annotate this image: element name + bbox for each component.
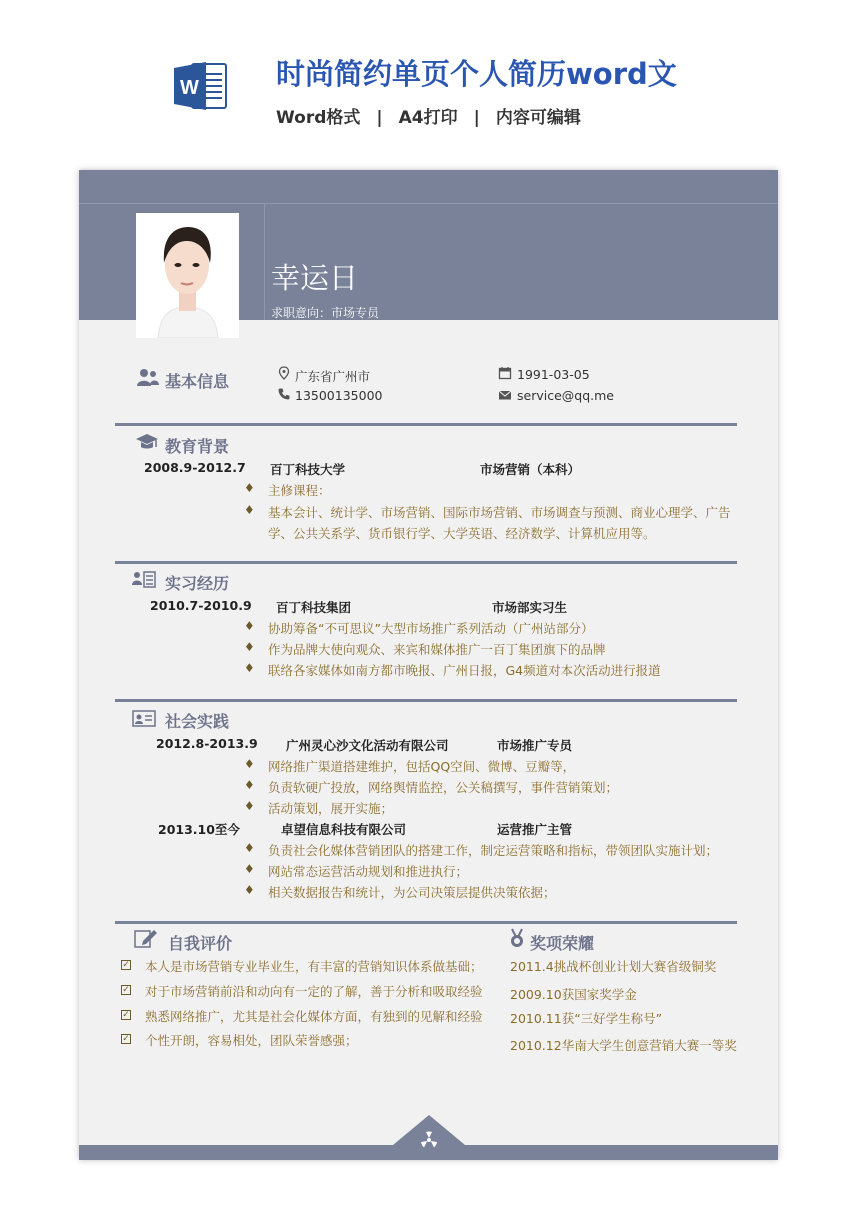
resume-sheet: [79, 170, 778, 1160]
practice-company: 广州灵心沙文化活动有限公司: [286, 738, 449, 753]
graduation-cap-icon: [135, 432, 159, 452]
practice-title: 社会实践: [165, 712, 230, 731]
basic-info-title: 基本信息: [165, 372, 230, 391]
bullet-diamond-icon: ♦: [244, 883, 255, 897]
banner-separator: |: [473, 108, 480, 128]
award-item: 2009.10获国家奖学金: [510, 987, 637, 1002]
award-item: 2011.4挑战杯创业计划大赛省级铜奖: [510, 959, 717, 974]
bullet-diamond-icon: ♦: [244, 778, 255, 792]
birth-date-value: 1991-03-05: [517, 367, 590, 382]
email-icon: [498, 388, 512, 402]
email-value: service@qq.me: [517, 388, 614, 403]
internship-duty: 协助筹备“不可思议”大型市场推广系列活动（广州站部分）: [268, 621, 594, 636]
portrait-image: [136, 213, 239, 338]
svg-text:W: W: [180, 77, 199, 99]
bullet-diamond-icon: ♦: [244, 841, 255, 855]
id-card-icon: [132, 708, 156, 728]
internship-duty: 作为品牌大使向观众、来宾和媒体推广一百丁集团旗下的品牌: [268, 642, 606, 657]
practice-company: 卓望信息科技有限公司: [281, 822, 407, 837]
profile-photo: [136, 213, 239, 338]
internship-company: 百丁科技集团: [276, 600, 352, 615]
practice-role: 运营推广主管: [497, 822, 573, 837]
education-detail-line: 基本会计、统计学、市场营销、国际市场营销、市场调查与预测、商业心理学、广告: [268, 505, 731, 520]
banner-subtitle: [276, 103, 581, 128]
word-document-icon: [172, 60, 230, 112]
practice-duty: 相关数据报告和统计，为公司决策层提供决策依据；: [268, 885, 556, 900]
education-date: 2008.9-2012.7: [144, 460, 246, 475]
education-detail-line: 主修课程：: [268, 483, 331, 498]
bullet-diamond-icon: ♦: [244, 619, 255, 633]
candidate-name: 幸运日: [271, 261, 359, 295]
job-intent: 求职意向：市场专员: [271, 306, 380, 320]
internship-title: 实习经历: [165, 574, 230, 593]
practice-duty: 负责软硬广投放，网络舆情监控，公关稿撰写，事件营销策划；: [268, 780, 619, 795]
banner-title: 时尚简约单页个人简历word文: [276, 57, 677, 91]
bullet-diamond-icon: ♦: [244, 481, 255, 495]
bullet-diamond-icon: ♦: [244, 661, 255, 675]
location-value: 广东省广州市: [295, 369, 371, 384]
practice-date: 2013.10至今: [158, 822, 240, 837]
section-divider: [115, 699, 737, 702]
internship-role: 市场部实习生: [492, 600, 568, 615]
banner-feature-print: A4打印: [398, 108, 458, 128]
phone-icon: [277, 387, 291, 401]
self-eval-item: 个性开朗，容易相处，团队荣誉感强；: [145, 1033, 358, 1048]
practice-role: 市场推广专员: [497, 738, 573, 753]
section-divider: [115, 921, 737, 924]
education-major: 市场营销（本科）: [480, 462, 581, 477]
medal-icon: [505, 928, 529, 948]
practice-duty: 活动策划，展开实施；: [268, 801, 394, 816]
practice-duty: 网络推广渠道搭建维护，包括QQ空间、微博、豆瓣等，: [268, 759, 576, 774]
edit-icon: [134, 929, 158, 949]
bullet-diamond-icon: ♦: [244, 862, 255, 876]
education-title: 教育背景: [165, 437, 230, 456]
self-eval-item: 对于市场营销前沿和动向有一定的了解，善于分析和吸取经验: [145, 984, 483, 999]
banner-feature-editable: 内容可编辑: [495, 108, 581, 128]
banner-separator: |: [376, 108, 383, 128]
header-vertical-divider: [264, 203, 265, 320]
calendar-icon: [498, 366, 512, 380]
self-eval-item: 本人是市场营销专业毕业生，有丰富的营销知识体系做基础；: [145, 959, 483, 974]
checkbox-icon: ✓: [122, 1034, 130, 1044]
person-list-icon: [132, 570, 156, 590]
section-divider: [115, 423, 737, 426]
practice-duty: 网站常态运营活动规划和推进执行；: [268, 864, 469, 879]
checkbox-icon: ✓: [122, 985, 130, 995]
bullet-diamond-icon: ♦: [244, 799, 255, 813]
education-school: 百丁科技大学: [270, 462, 346, 477]
header-divider: [79, 203, 778, 204]
radiation-icon: [417, 1128, 441, 1152]
banner-feature-format: Word格式: [276, 108, 361, 128]
bullet-diamond-icon: ♦: [244, 503, 255, 517]
bullet-diamond-icon: ♦: [244, 640, 255, 654]
self-eval-item: 熟悉网络推广，尤其是社会化媒体方面，有独到的见解和经验: [145, 1009, 483, 1024]
award-item: 2010.11获“三好学生称号”: [510, 1011, 663, 1026]
phone-value: 13500135000: [295, 388, 383, 403]
people-icon: [136, 367, 160, 387]
bullet-diamond-icon: ♦: [244, 757, 255, 771]
section-divider: [115, 561, 737, 564]
checkbox-icon: ✓: [122, 960, 130, 970]
internship-duty: 联络各家媒体如南方都市晚报、广州日报，G4频道对本次活动进行报道: [268, 663, 661, 678]
checkbox-icon: ✓: [122, 1010, 130, 1020]
internship-date: 2010.7-2010.9: [150, 598, 252, 613]
education-detail-line: 学、公共关系学、货币银行学、大学英语、经济数学、计算机应用等。: [268, 526, 656, 541]
practice-duty: 负责社会化媒体营销团队的搭建工作，制定运营策略和指标，带领团队实施计划；: [268, 843, 719, 858]
promo-banner: [0, 0, 860, 150]
location-pin-icon: [277, 366, 291, 380]
award-item: 2010.12华南大学生创意营销大赛一等奖: [510, 1038, 737, 1053]
self-eval-title: 自我评价: [168, 934, 233, 953]
awards-title: 奖项荣耀: [530, 934, 595, 953]
practice-date: 2012.8-2013.9: [156, 736, 258, 751]
